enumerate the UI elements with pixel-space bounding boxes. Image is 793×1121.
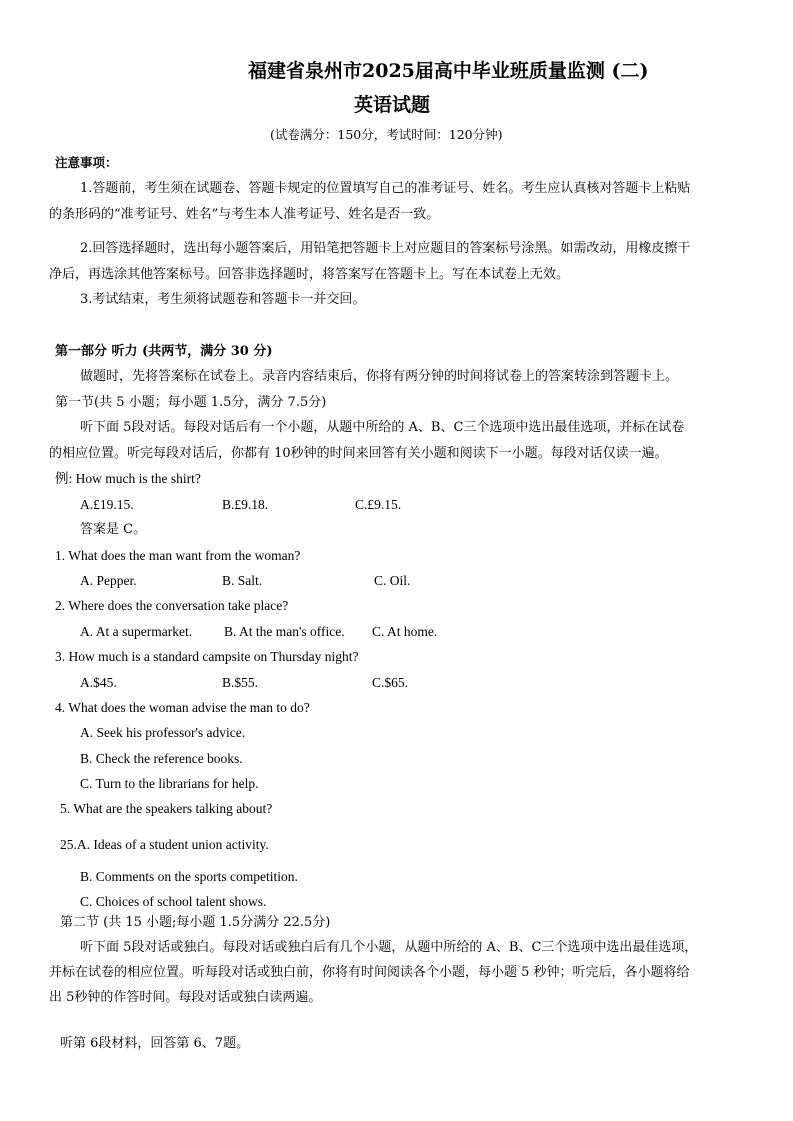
question-4-option-a: A. Seek his professor's advice. (80, 725, 246, 740)
section1-instruction-line2: 的相应位置。听完每段对话后，你都有 10秒钟的时间来回答有关小题和阅读下一小题。每段对话仅读一遍。 (49, 446, 668, 461)
question-2-option-a: A. At a supermarket. (80, 624, 193, 639)
part1-heading: 第一部分 听力 (共两节，满分 30 分) (55, 344, 273, 359)
exam-info: (试卷满分：150分，考试时间：120分钟) (270, 127, 503, 142)
question-3-option-a: A.$45. (80, 675, 117, 690)
page-subtitle: 英语试题 (354, 94, 431, 116)
part1-instruction: 做题时，先将答案标在试卷上。录音内容结束后，你将有两分钟的时间将试卷上的答案转涂到答题卡上。 (80, 369, 679, 384)
question-3-option-b: B.$55. (222, 675, 259, 690)
section2-instruction-line3: 出 5秒钟的作答时间。每段对话或独白读两遍。 (49, 990, 322, 1005)
question-4-stem: 4. What does the woman advise the man to do? (55, 700, 310, 715)
question-5-option-a: 25.A. Ideas of a student union activity. (60, 837, 269, 852)
question-5-option-b: B. Comments on the sports competition. (80, 869, 298, 884)
example-option-b: B.£9.18. (222, 497, 269, 512)
section1-heading: 第一节(共 5 小题；每小题 1.5分，满分 7.5分) (55, 395, 327, 410)
question-2-option-c: C. At home. (372, 624, 438, 639)
example-question: 例: How much is the shirt? (55, 471, 201, 486)
question-1-option-a: A. Pepper. (80, 573, 137, 588)
material-6-heading: 听第 6段材料，回答第 6、7题。 (60, 1036, 250, 1051)
notice-item3: 3.考试结束，考生须将试题卷和答题卡一并交回。 (80, 292, 366, 307)
question-1-option-b: B. Salt. (222, 573, 263, 588)
notice-item2-line1: 2.回答选择题时，选出每小题答案后，用铅笔把答题卡上对应题目的答案标号涂黑。如需改动，用橡皮擦干 (80, 241, 691, 256)
notice-item2-line2: 净后，再选涂其他答案标号。回答非选择题时，将答案写在答题卡上。写在本试卷上无效。 (49, 267, 570, 282)
question-4-option-b: B. Check the reference books. (80, 751, 243, 766)
example-option-c: C.£9.15. (355, 497, 402, 512)
example-answer: 答案是 C。 (80, 522, 147, 537)
section2-heading: 第二节 (共 15 小题;每小题 1.5分满分 22.5分) (60, 915, 331, 930)
question-3-stem: 3. How much is a standard campsite on Thursday night? (55, 649, 359, 664)
section2-instruction-line1: 听下面 5段对话或独白。每段对话或独白后有几个小题，从题中所给的 A、B、C三个选项中选出最佳选项， (80, 940, 698, 955)
question-1-option-c: C. Oil. (374, 573, 411, 588)
question-2-stem: 2. Where does the conversation take place? (55, 598, 289, 613)
question-3-option-c: C.$65. (372, 675, 409, 690)
page-title: 福建省泉州市2025届高中毕业班质量监测 (二) (248, 60, 649, 82)
question-2-option-b: B. At the man's office. (224, 624, 345, 639)
notice-item1-line1: 1.答题前，考生须在试题卷、答题卡规定的位置填写自己的准考证号、姓名。考生应认真核对答题卡上粘贴 (80, 181, 691, 196)
notice-heading: 注意事项： (55, 155, 118, 170)
question-5-stem: 5. What are the speakers talking about? (60, 801, 273, 816)
question-1-stem: 1. What does the man want from the woman? (55, 548, 301, 563)
section2-instruction-line2: 并标在试卷的相应位置。听每段对话或独白前，你将有时间阅读各个小题，每小题 5 秒钟；听完后，各小题将给 (49, 965, 690, 980)
example-option-a: A.£19.15. (80, 497, 134, 512)
section1-instruction-line1: 听下面 5段对话。每段对话后有一个小题，从题中所给的 A、B、C三个选项中选出最佳选项，并标在试卷 (80, 420, 685, 435)
question-4-option-c: C. Turn to the librarians for help. (80, 776, 259, 791)
notice-item1-line2: 的条形码的“准考证号、姓名”与考生本人准考证号、姓名是否一致。 (49, 207, 440, 222)
question-5-option-c: C. Choices of school talent shows. (80, 894, 267, 909)
